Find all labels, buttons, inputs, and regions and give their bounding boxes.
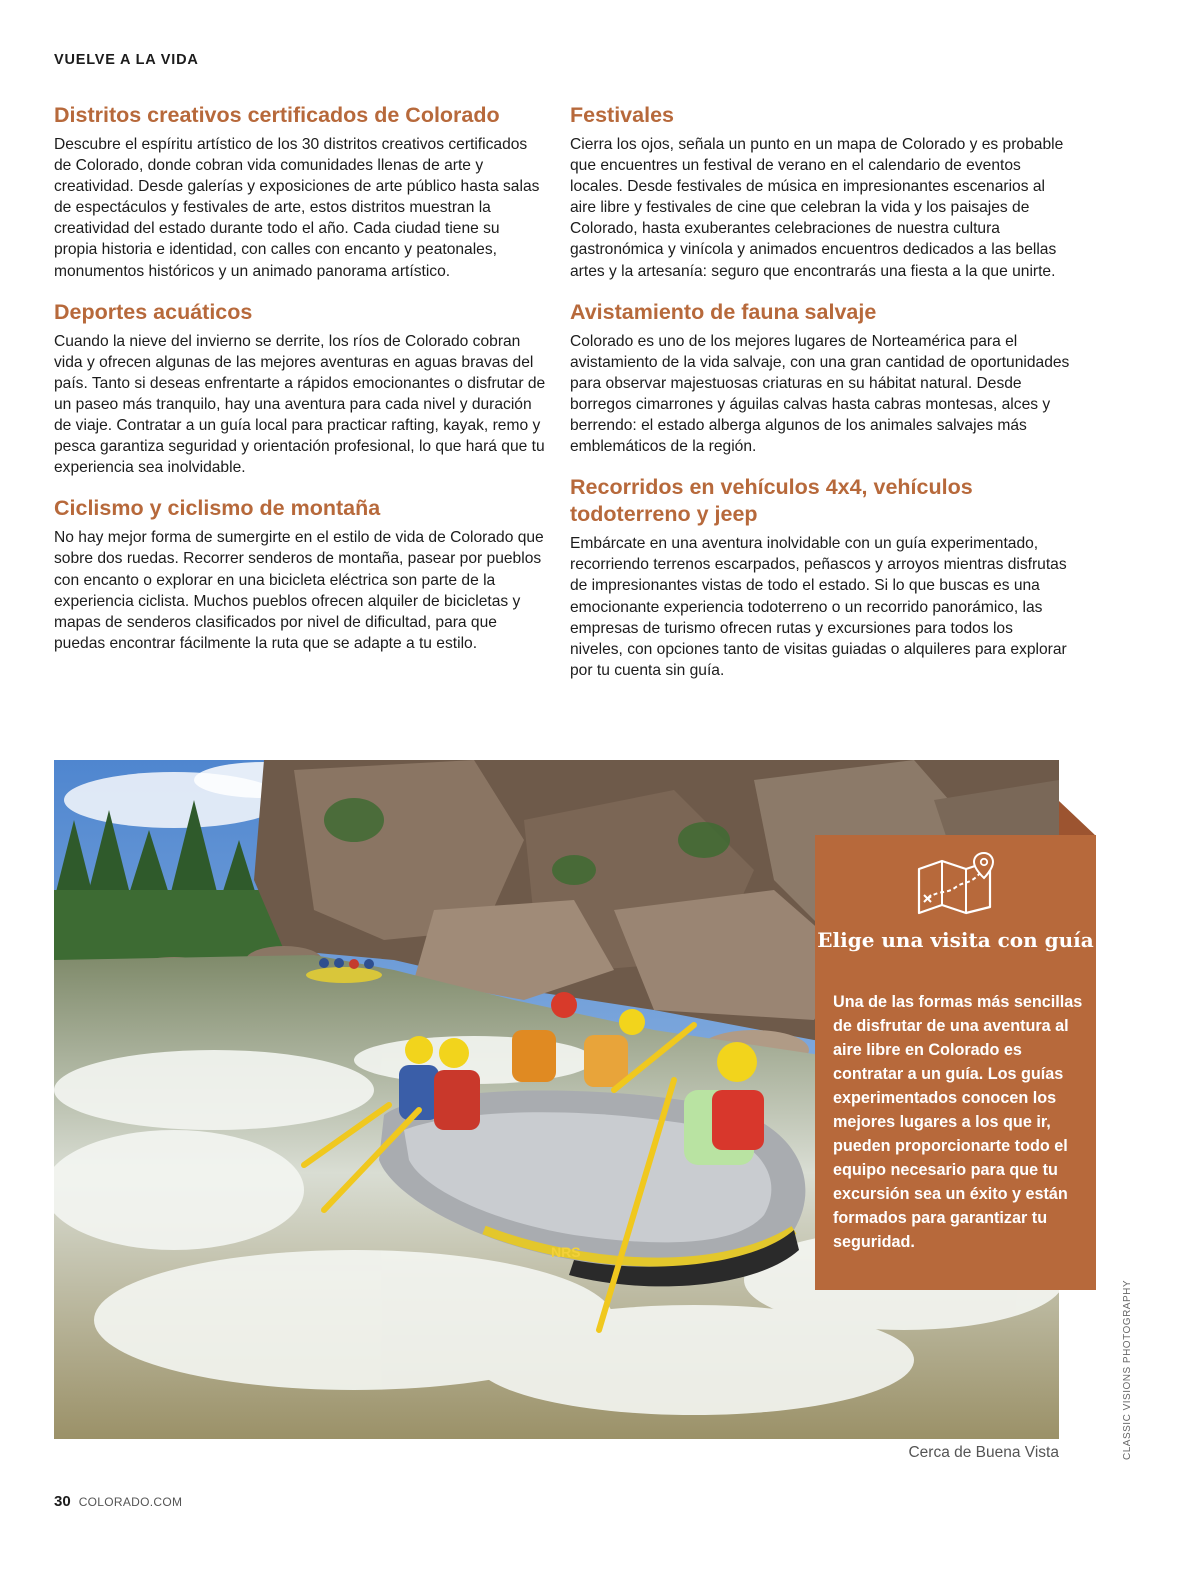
- right-column: [570, 102, 1070, 698]
- page-number: 30: [54, 1493, 71, 1510]
- section-body: Cierra los ojos, señala un punto en un mapa de Colorado y es probable que encuentres un festival de verano en el calendario de eventos locales. Desde festivales de música en impresionantes escenarios al aire libre y festivales de cine que celebran la vida y los paisajes de Colorado, hasta exuberantes celebraciones de nuestra cultura gastronómica y vinícola y animados encuentros dedicados a las bellas artes y la artesanía: seguro que encontrarás una fiesta a la que unirte.: [570, 136, 1064, 280]
- raft-logo: NRS: [551, 1244, 581, 1260]
- section-wildlife: [570, 299, 1070, 458]
- section-body: Embárcate en una aventura inolvidable con un guía experimentado, recorriendo terrenos escarpados, peñascos y arroyos mientras disfrutas de impresionantes vistas de todo el estado. Si lo que buscas es una emocionante experiencia todoterreno o un recorrido panorámico, las empresas de turismo ofrecen rutas y excursiones para todos los niveles, con opciones tanto de visitas guiadas o alquileres para explorar por tu cuenta sin guía.: [570, 535, 1067, 679]
- section-body: Cuando la nieve del invierno se derrite, los ríos de Colorado cobran vida y ofrecen algunas de las mejores aventuras en aguas bravas del país. Tanto si deseas enfrentarte a rápidos emocionantes o disfrutar de un paseo más tranquilo, hay una aventura para cada nivel y duración de viaje. Contratar a un guía local para practicar rafting, kayak, remo y pesca garantiza seguridad y orientación profesional, lo que hará que tu experiencia sea inolvidable.: [54, 332, 546, 477]
- running-head: VUELVE A LA VIDA: [54, 52, 199, 68]
- photo-caption: Cerca de Buena Vista: [908, 1444, 1059, 1461]
- section-water-sports: [54, 299, 546, 479]
- section-body: No hay mejor forma de sumergirte en el estilo de vida de Colorado que sobre dos ruedas. Recorrer senderos de montaña, pasear por pueblos con encanto o explorar en una bicicleta eléctrica son parte de la experiencia ciclista. Muchos pueblos ofrecen alquiler de bicicletas y mapas de senderos clasificados por nivel de dificultad, para que puedas encontrar fácilmente la ruta que se adapte a tu estilo.: [54, 529, 544, 652]
- section-heading: Festivales: [570, 103, 674, 127]
- guided-tour-callout: [815, 835, 1096, 1290]
- photo-credit: CLASSIC VISIONS PHOTOGRAPHY: [1122, 1279, 1133, 1460]
- section-heading: Avistamiento de fauna salvaje: [570, 299, 877, 324]
- section-heading: Distritos creativos certificados de Colorado: [54, 103, 500, 127]
- section-heading: Ciclismo y ciclismo de montaña: [54, 496, 381, 521]
- section-4x4-tours: [570, 474, 1070, 681]
- site-name: COLORADO.COM: [78, 1495, 183, 1509]
- section-festivals: [570, 102, 1070, 282]
- section-heading: Deportes acuáticos: [54, 299, 253, 324]
- section-heading: Recorridos en vehículos 4x4, vehículos todoterreno y jeep: [570, 475, 973, 527]
- callout-title: Elige una visita con guía: [817, 928, 1094, 952]
- folded-map-pin-icon: [916, 851, 994, 915]
- callout-body: Una de las formas más sencillas de disfrutar de una aventura al aire libre en Colorado es contratar a un guía. Los guías experimentados conocen los mejores lugares a los que ir, pueden proporcionarte todo el equipo necesario para que tu excursión sea un éxito y están formados para garantizar tu seguridad.: [833, 993, 1083, 1251]
- left-column: [54, 102, 546, 671]
- section-body: Colorado es uno de los mejores lugares de Norteamérica para el avistamiento de la vida salvaje, con una gran cantidad de oportunidades para observar majestuosas criaturas en su hábitat natural. Desde borregos cimarrones y águilas calvas hasta cabras montesas, alces y berrendo: el estado alberga algunos de los animales salvajes más emblemáticos de la región.: [570, 332, 1070, 456]
- section-creative-districts: [54, 102, 546, 282]
- page-footer: [54, 1493, 182, 1510]
- callout-fold-corner: [1059, 801, 1096, 836]
- section-cycling: [54, 495, 546, 654]
- section-body: Descubre el espíritu artístico de los 30 distritos creativos certificados de Colorado, donde cobran vida comunidades llenas de arte y creatividad. Desde galerías y exposiciones de arte público hasta salas de espectáculos y festivales de arte, estos distritos muestran la creatividad del estado durante todo el año. Cada ciudad tiene su propia historia e identidad, con calles con encanto y peatonales, monumentos históricos y un animado panorama artístico.: [54, 136, 540, 280]
